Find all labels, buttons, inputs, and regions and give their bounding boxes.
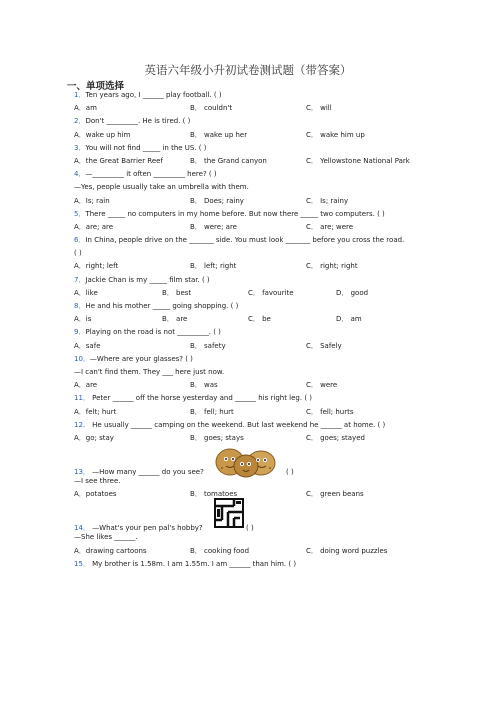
question-13-sub: —I see three. xyxy=(74,477,121,486)
question-text: Peter ______ off the horse yesterday and ______ his right leg. ( ) xyxy=(89,394,313,403)
question-text: —How many ______ do you see? xyxy=(89,468,204,477)
option: A．are xyxy=(74,381,98,390)
question-1 xyxy=(74,92,444,105)
question-list xyxy=(74,92,444,574)
question-text: He and his mother _____ going shopping. ( ) xyxy=(85,302,239,310)
question-10 xyxy=(74,356,444,369)
question-number: 2． xyxy=(74,117,86,126)
option: C． are; were xyxy=(306,222,354,231)
question-number: 12． xyxy=(74,420,90,429)
option: A．potatoes xyxy=(74,490,117,499)
option: B． are xyxy=(162,315,188,324)
option: C． fell; hurts xyxy=(306,407,354,416)
question-15 xyxy=(74,561,444,574)
option: C． goes; stayed xyxy=(306,433,365,442)
answer-paren: ( ) xyxy=(286,468,294,477)
question-text: Playing on the road is not _________. ( ) xyxy=(85,328,221,337)
option: A．are; are xyxy=(74,222,114,231)
question-number: 3． xyxy=(74,143,86,152)
option: D． good xyxy=(336,288,369,297)
question-5 xyxy=(74,211,444,224)
potatoes-image xyxy=(214,444,278,480)
question-4-sub: —Yes, people usually take an umbrella with them. xyxy=(74,183,249,192)
question-3 xyxy=(74,145,444,158)
question-text: —What's your pen pal's hobby? xyxy=(89,524,203,533)
question-14 xyxy=(74,504,444,534)
question-number: 13． xyxy=(74,468,90,477)
question-text: Don't _________. He is tired. ( ) xyxy=(85,117,191,126)
option: C． were xyxy=(306,381,338,390)
question-number: 10． xyxy=(74,354,90,363)
option: C． Yellowstone National Park xyxy=(306,156,410,165)
question-text: In China, people drive on the _______ side. You must look _______ before you cross the road. xyxy=(85,236,405,245)
option: B． goes; stays xyxy=(190,433,244,442)
option: B． couldn't xyxy=(190,104,233,113)
question-number: 6． xyxy=(74,236,86,245)
question-9 xyxy=(74,329,444,342)
option: C． will xyxy=(306,104,332,113)
question-number: 9． xyxy=(74,328,86,337)
option: A．like xyxy=(74,288,98,297)
question-13 xyxy=(74,448,444,478)
option: C． wake him up xyxy=(306,130,365,139)
question-10-sub: —I can't find them. They ___ here just now. xyxy=(74,367,225,376)
option: A．felt; hurt xyxy=(74,407,117,416)
question-text: He usually ______ camping on the weekend. But last weekend he ______ at home. ( ) xyxy=(89,420,386,429)
question-number: 14． xyxy=(74,524,90,533)
question-number: 1． xyxy=(74,91,86,99)
option: B． left; right xyxy=(190,262,237,271)
section-heading: 一、单项选择 xyxy=(67,81,125,92)
option: A．Is; rain xyxy=(74,196,110,205)
option: B． fell; hurt xyxy=(190,407,234,416)
page-title: 英语六年级小升初试卷测试题（带答案） xyxy=(144,63,352,77)
option: A．go; stay xyxy=(74,433,114,442)
question-text: Jackie Chan is my _____ film star. ( ) xyxy=(85,275,210,284)
question-7 xyxy=(74,277,444,290)
question-6 xyxy=(74,237,444,250)
option: A．wake up him xyxy=(74,130,131,139)
option: B． were; are xyxy=(190,222,237,231)
word-puzzle-image xyxy=(214,498,244,530)
option: A．the Great Barrier Reef xyxy=(74,156,163,165)
option: C． right; right xyxy=(306,262,358,271)
option: C． favourite xyxy=(248,288,294,297)
option: C． green beans xyxy=(306,490,364,499)
question-2 xyxy=(74,118,444,131)
option: B． tomatoes xyxy=(190,490,238,499)
question-text: —Where are your glasses? ( ) xyxy=(89,354,193,363)
option: C． be xyxy=(248,315,271,324)
options-13 xyxy=(74,491,444,504)
option: A．right; left xyxy=(74,262,119,271)
option: C． Is; rainy xyxy=(306,196,349,205)
question-number: 7． xyxy=(74,275,86,284)
answer-paren: ( ) xyxy=(246,524,254,533)
question-text: There _____ no computers in my home before. But now there _____ two computers. ( ) xyxy=(85,209,385,218)
option: B． safety xyxy=(190,341,226,350)
option: B． was xyxy=(190,381,218,390)
question-text: You will not find _____ in the US. ( ) xyxy=(85,143,207,152)
question-11 xyxy=(74,395,444,408)
question-text: My brother is 1.58m. I am 1.55m. I am ______ than him. ( ) xyxy=(89,559,297,568)
option: B． the Grand canyon xyxy=(190,156,267,165)
option: B． Does; rainy xyxy=(190,196,244,205)
option: A．is xyxy=(74,315,92,324)
question-number: 15． xyxy=(74,559,90,568)
option: A．am xyxy=(74,104,97,113)
question-text: —_________ it often _________ here? ( ) xyxy=(85,170,217,179)
question-number: 11． xyxy=(74,394,90,403)
question-number: 8． xyxy=(74,302,86,310)
option: C． doing word puzzles xyxy=(306,546,388,555)
option: B． cooking food xyxy=(190,546,250,555)
option: A．drawing cartoons xyxy=(74,546,147,555)
question-number: 4． xyxy=(74,170,86,179)
option: B． wake up her xyxy=(190,130,248,139)
question-14-sub: —She likes ______. xyxy=(74,533,138,542)
question-12 xyxy=(74,422,444,435)
option: D． am xyxy=(336,315,362,324)
question-6-cont: ( ) xyxy=(74,249,82,258)
question-text: Ten years ago, I ______ play football. ( ) xyxy=(85,91,222,99)
option: C． Safely xyxy=(306,341,342,350)
option: A．safe xyxy=(74,341,101,350)
question-number: 5． xyxy=(74,209,86,218)
option: B． best xyxy=(162,288,192,297)
